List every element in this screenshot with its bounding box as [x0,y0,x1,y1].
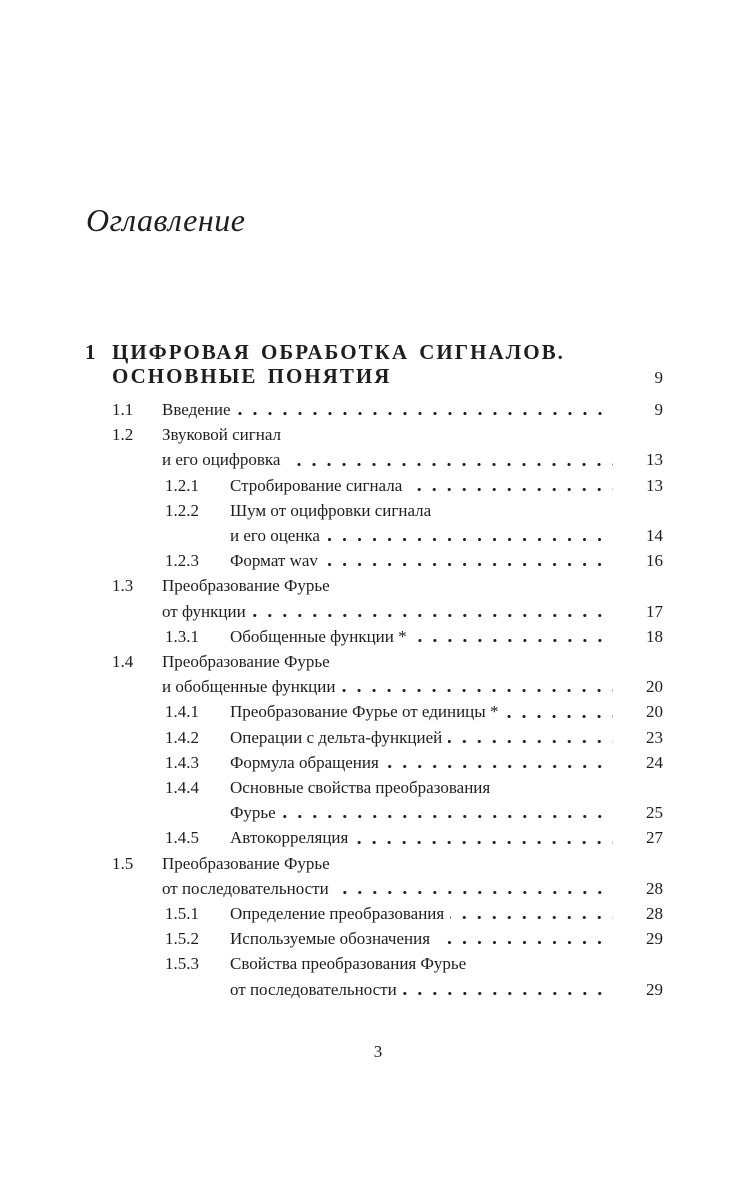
toc-entry-page: 25 [646,803,663,823]
toc-entry-page: 24 [646,752,663,772]
toc-entry-page: 29 [646,979,663,999]
toc-row [85,498,663,523]
dot-leader [336,573,613,598]
toc-entry-title: Основные свойства преобразования [230,778,491,798]
toc-entry-title: Используемые обозначения [230,929,431,949]
toc-entry-title: от последовательности [162,878,329,898]
dot-leader [336,649,613,674]
toc-entry-title: Звуковой сигнал [162,425,282,445]
toc-entry-title: Шум от оцифровки сигнала [230,500,432,520]
dot-leader [437,498,613,523]
toc-entry-title: Автокорреляция [230,828,349,848]
toc-title: Оглавление [86,202,246,238]
toc-entry-number: 1.4.5 [165,828,199,848]
toc-entry-title: Формула обращения [230,752,379,772]
toc-row [85,951,663,976]
toc-entry-title: Преобразование Фурье [162,853,330,873]
dot-leader [436,926,613,951]
toc-row [85,825,663,850]
toc-row [85,750,663,775]
page-number: 3 [373,1042,383,1061]
toc-row [85,977,663,1002]
toc-entry-number: 1.4 [112,652,134,672]
toc-entry-number: 1.4.3 [165,752,199,772]
toc-entry-page: 28 [646,904,663,924]
toc-entry-number: 1.5.1 [165,904,199,924]
toc-entry-page: 16 [646,551,663,571]
toc-row [85,548,663,573]
toc-row [85,473,663,498]
dot-leader [354,825,613,850]
dot-leader [286,447,613,472]
toc-row [85,851,663,876]
toc-entry-page: 9 [654,368,663,387]
dot-leader [341,674,613,699]
toc-row [85,599,663,624]
toc-entry-title: Преобразование Фурье [162,652,330,672]
toc-entry-title: Определение преобразования [230,904,445,924]
toc-row [85,674,663,699]
toc-entry-number: 1.2.2 [165,500,199,520]
toc-row [85,725,663,750]
toc-row [85,649,663,674]
toc-row [85,901,663,926]
dot-leader [336,851,613,876]
toc-entry-number: 1.5.3 [165,954,199,974]
toc-entry-title: и его оцифровка [162,450,281,470]
toc-row [85,364,663,390]
toc-entry-title: Свойства преобразования Фурье [230,954,467,974]
toc-entry-page: 27 [646,828,663,848]
dot-leader [504,699,613,724]
dot-leader [403,977,613,1002]
toc-entry-title: от последовательности [230,979,397,999]
toc-entry-page: 9 [654,400,663,419]
toc-entry-title: ОСНОВНЫЕ ПОНЯТИЯ [112,364,392,388]
dot-leader [282,800,613,825]
toc-entry-title: Введение [162,400,231,419]
toc-entry-number: 1.4.4 [165,778,199,798]
toc-entry-page: 14 [646,526,663,546]
toc-entry-title: Стробирование сигнала [230,475,403,495]
toc-row [85,926,663,951]
dot-leader [252,599,613,624]
toc-entry-number: 1.4.2 [165,727,199,747]
toc-entry-page: 13 [646,475,663,495]
toc-entry-page: 28 [646,878,663,898]
dot-leader [571,340,613,364]
dot-leader [413,624,613,649]
toc-entry-page: 17 [646,601,663,621]
toc-entry-number: 1.5 [112,853,134,873]
toc-entry-title: Преобразование Фурье от единицы * [230,702,499,722]
toc-entry-title: Фурье [230,803,276,823]
toc-row [85,800,663,825]
toc-row [85,447,663,472]
dot-leader [385,750,613,775]
dot-leader [450,901,613,926]
dot-leader [237,397,613,422]
toc-entry-title: от функции [162,601,246,621]
toc-entry-page: 13 [646,450,663,470]
toc-entry-title: и обобщенные функции [162,677,336,697]
toc-entry-title: Преобразование Фурье [162,576,330,596]
dot-leader [472,951,613,976]
toc-entry-title: Обобщенные функции * [230,626,407,646]
toc-entry-number: 1.2.3 [165,551,199,571]
toc-row [85,523,663,548]
toc-row [85,624,663,649]
toc-list [85,340,663,1002]
dot-leader [448,725,613,750]
toc-entry-page: 20 [646,702,663,722]
dot-leader [496,775,613,800]
toc-entry-page: 18 [646,626,663,646]
toc-entry-page: 23 [646,727,663,747]
toc-entry-page: 29 [646,929,663,949]
dot-leader [408,473,613,498]
toc-entry-number: 1.3.1 [165,626,199,646]
toc-entry-number: 1 [85,340,98,364]
toc-entry-number: 1.2.1 [165,475,199,495]
toc-entry-title: Формат wav [230,551,318,571]
dot-leader [287,422,613,447]
toc-entry-number: 1.3 [112,576,134,596]
toc-entry-title: ЦИФРОВАЯ ОБРАБОТКА СИГНАЛОВ. [112,340,565,364]
toc-entry-number: 1.4.1 [165,702,199,722]
dot-leader [324,548,613,573]
toc-row [85,876,663,901]
toc-row [85,573,663,598]
toc-row [85,340,663,364]
dot-leader [335,876,613,901]
toc-entry-page: 20 [646,677,663,697]
toc-entry-title: Операции с дельта-функцией [230,727,443,747]
toc-row [85,775,663,800]
dot-leader [326,523,613,548]
toc-entry-number: 1.5.2 [165,929,199,949]
toc-row [85,397,663,422]
toc-row [85,422,663,447]
toc-entry-number: 1.2 [112,425,134,445]
toc-row [85,699,663,724]
toc-entry-title: и его оценка [230,526,320,546]
toc-entry-number: 1.1 [112,400,134,419]
dot-leader [397,364,613,390]
